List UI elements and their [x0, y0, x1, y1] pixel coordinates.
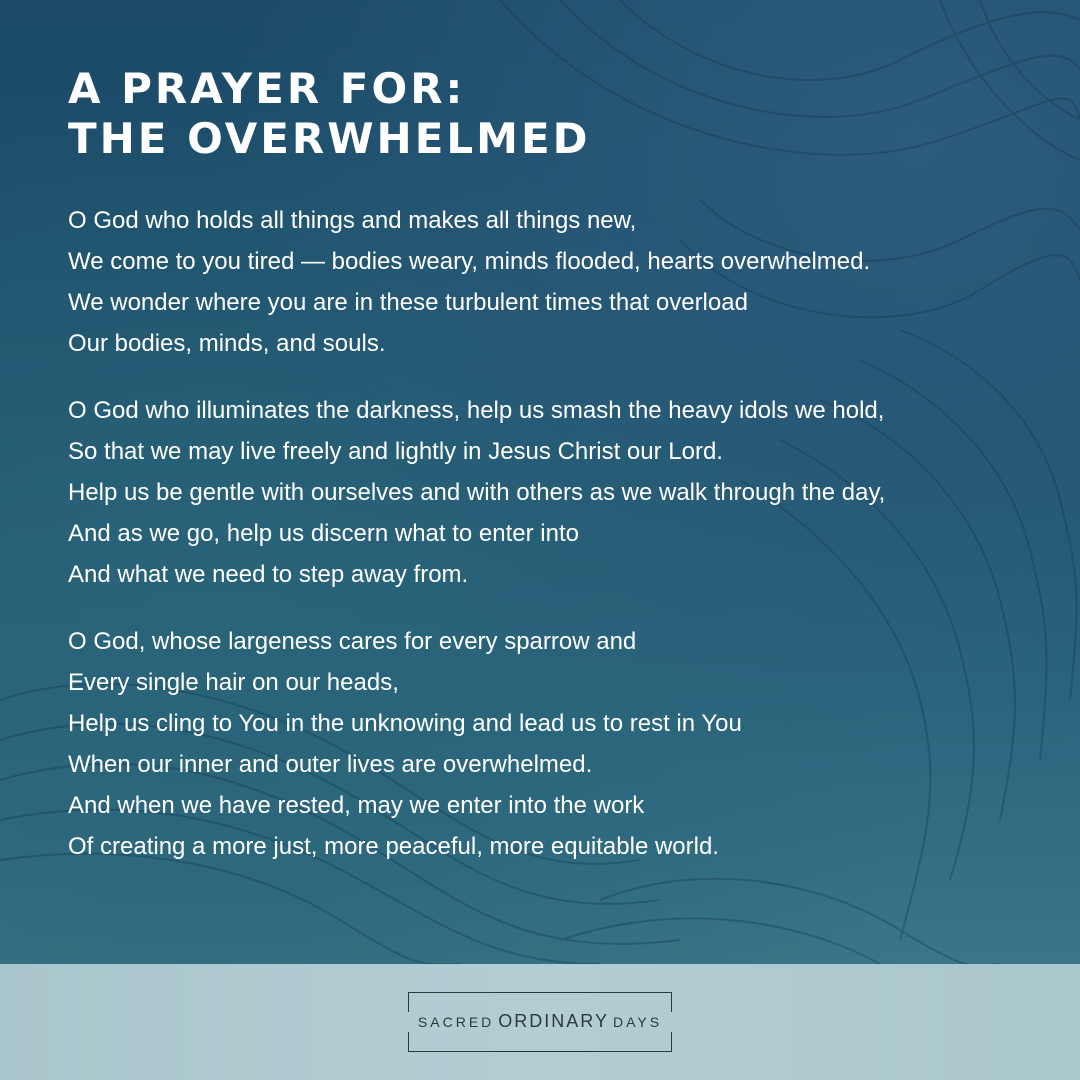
logo-frame-tick [671, 1032, 672, 1052]
prayer-line: And what we need to step away from. [68, 561, 469, 588]
logo-frame-tick [408, 992, 409, 1012]
logo-word-ordinary: ORDINARY [498, 1011, 609, 1031]
logo-frame-tick [408, 1032, 409, 1052]
prayer-line: O God who holds all things and makes all things new, [68, 207, 637, 234]
logo-word-sacred: SACRED [417, 1014, 495, 1030]
prayer-line: And when we have rested, may we enter into the work [68, 792, 645, 819]
prayer-line: And as we go, help us discern what to enter into [68, 520, 579, 547]
prayer-line: O God who illuminates the darkness, help us smash the heavy idols we hold, [68, 397, 885, 424]
stanza-3 [68, 624, 1068, 870]
logo-wordmark [404, 1011, 676, 1032]
prayer-line: When our inner and outer lives are overwhelmed. [68, 751, 593, 778]
stanza-2 [68, 393, 1068, 598]
prayer-line: Help us be gentle with ourselves and with others as we walk through the day, [68, 479, 886, 506]
prayer-line: We come to you tired — bodies weary, minds flooded, hearts overwhelmed. [68, 248, 871, 275]
logo-frame-tick [671, 992, 672, 1012]
prayer-line: We wonder where you are in these turbulent times that overload [68, 289, 748, 316]
prayer-line: O God, whose largeness cares for every sparrow and [68, 628, 637, 655]
prayer-line: Every single hair on our heads, [68, 669, 399, 696]
title-line-2: THE OVERWHELMED [68, 114, 591, 163]
prayer-line: Our bodies, minds, and souls. [68, 330, 386, 357]
brand-logo [404, 992, 676, 1052]
title-line-1: A PRAYER FOR: [68, 64, 466, 113]
prayer-line: Help us cling to You in the unknowing and lead us to rest in You [68, 710, 742, 737]
stanza-1 [68, 203, 1068, 367]
prayer-text [68, 203, 1068, 870]
prayer-line: Of creating a more just, more peaceful, more equitable world. [68, 833, 719, 860]
logo-word-days: DAYS [612, 1014, 663, 1030]
page-title [68, 64, 591, 164]
logo-frame-bottom [408, 1051, 672, 1052]
stanza-gap [68, 598, 1068, 624]
prayer-line: So that we may live freely and lightly in Jesus Christ our Lord. [68, 438, 723, 465]
stanza-gap [68, 367, 1068, 393]
logo-frame-top [408, 992, 672, 993]
